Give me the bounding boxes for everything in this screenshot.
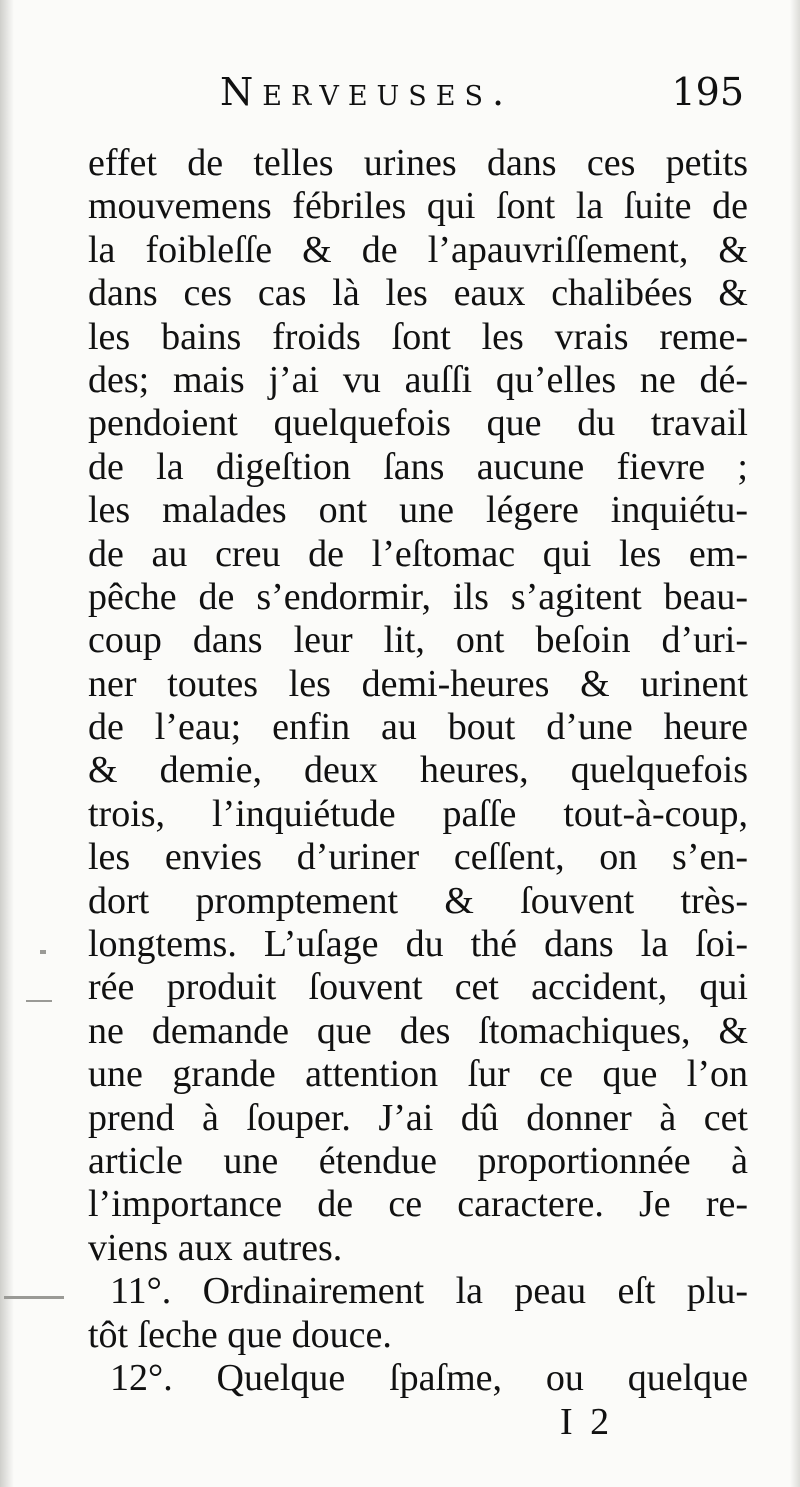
text-line: les bains froids ſont les vrais reme-	[88, 315, 748, 358]
text-line: dort promptement & ſouvent très-	[88, 879, 748, 922]
text-line: dans ces cas là les eaux chalibées &	[88, 272, 748, 315]
text-line: la foibleſſe & de l’apauvriſſement, &	[88, 228, 748, 271]
text-line: les envies d’uriner ceſſent, on s’en-	[88, 836, 748, 879]
text-line: de au creu de l’eſtomac qui les em-	[88, 532, 748, 575]
text-line: pendoient quelquefois que du travail	[88, 402, 748, 445]
signature-mark: I 2	[560, 1401, 614, 1443]
margin-mark	[4, 1296, 64, 1299]
text-line: pêche de s’endormir, ils s’agitent beau-	[88, 575, 748, 618]
text-line: effet de telles urines dans ces petits	[88, 142, 748, 184]
numbered-paragraph-12: 12°. Quelque ſpaſme, ou quelque	[110, 1356, 748, 1399]
text-line: des; mais j’ai vu auſſi qu’elles ne dé-	[88, 358, 748, 401]
text-line: tôt ſeche que douce.	[88, 1313, 392, 1356]
text-line: de la digeſtion ſans aucune fievre ;	[88, 445, 748, 488]
text-line: & demie, deux heures, quelquefois	[88, 749, 748, 792]
text-line: ner toutes les demi-heures & urinent	[88, 662, 748, 705]
numbered-paragraph-11: 11°. Ordinairement la peau eſt plu-	[110, 1270, 748, 1313]
text-line: de l’eau; enfin au bout d’une heure	[88, 706, 748, 749]
margin-mark	[26, 1000, 52, 1002]
text-line: les malades ont une légere inquiétu-	[88, 489, 748, 532]
text-line: une grande attention ſur ce que l’on	[88, 1053, 748, 1096]
text-line: prend à ſouper. J’ai dû donner à cet	[88, 1096, 748, 1139]
text-line: longtems. L’uſage du thé dans la ſoi-	[88, 923, 748, 966]
text-line: ne demande que des ſtomachiques, &	[88, 1009, 748, 1052]
text-line: coup dans leur lit, ont beſoin d’uri-	[88, 619, 748, 662]
running-head: Nerveuses.	[220, 70, 514, 114]
page-number: 195	[671, 70, 744, 114]
text-line: trois, l’inquiétude paſſe tout-à-coup,	[88, 792, 748, 835]
margin-mark	[40, 950, 46, 954]
text-line: rée produit ſouvent cet accident, qui	[88, 966, 748, 1009]
body-text	[88, 142, 748, 1400]
text-line: viens aux autres.	[88, 1226, 343, 1269]
text-line: article une étendue proportionnée à	[88, 1139, 748, 1182]
text-line: mouvemens fébriles qui ſont la ſuite de	[88, 185, 748, 228]
text-line: l’importance de ce caractere. Je re-	[88, 1183, 748, 1226]
page-header	[208, 64, 748, 124]
